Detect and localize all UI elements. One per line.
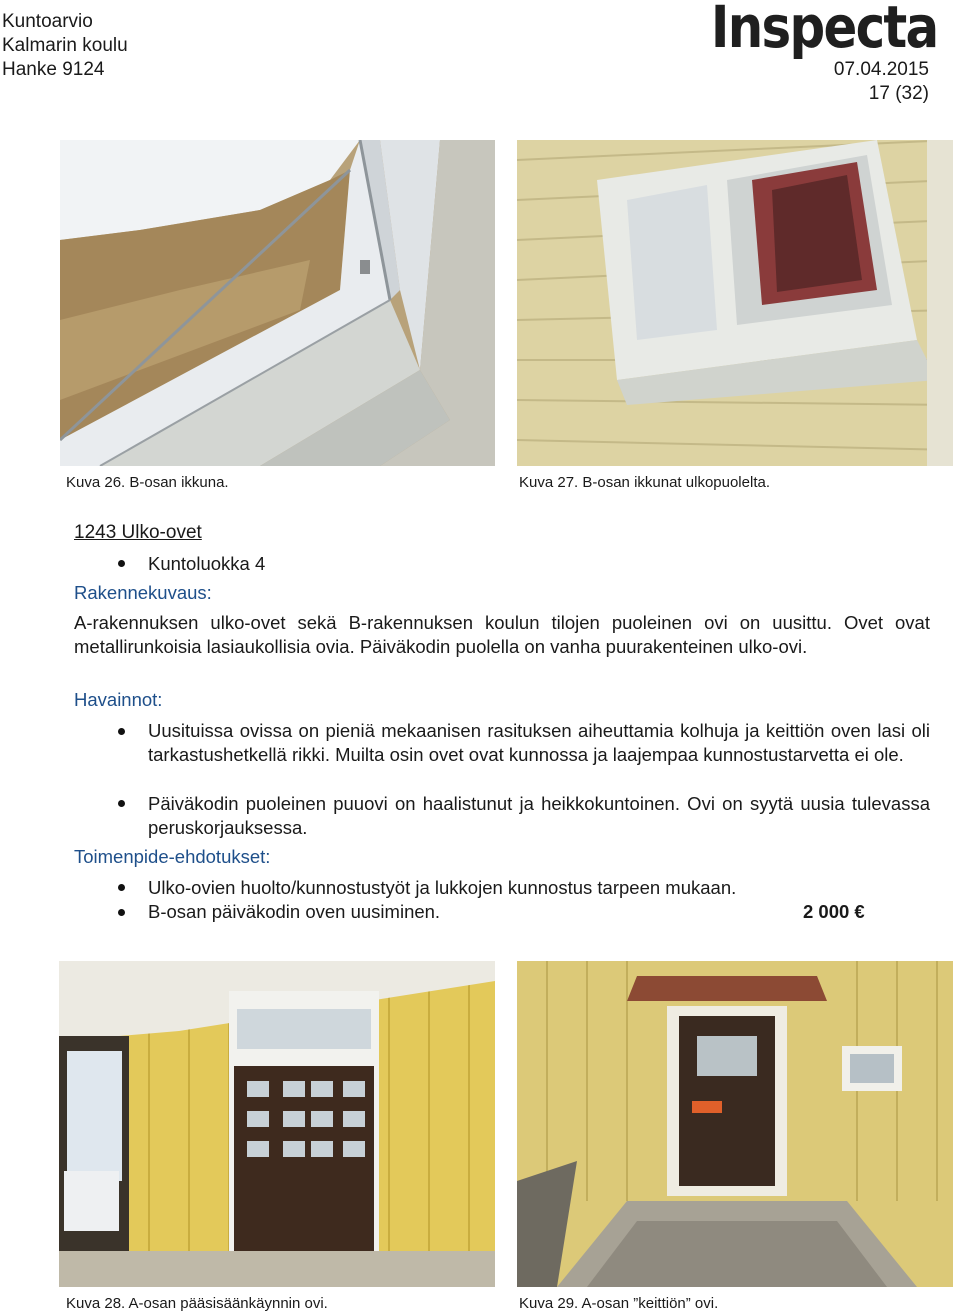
bullet-icon	[118, 909, 125, 916]
caption-fig29: Kuva 29. A-osan ”keittiön” ovi.	[519, 1295, 719, 1312]
caption-fig28: Kuva 28. A-osan pääsisäänkäynnin ovi.	[66, 1295, 328, 1312]
document-title: Kuntoarvio	[2, 11, 93, 32]
logo-text: Inspecta	[710, 0, 938, 61]
section-title: 1243 Ulko-ovet	[74, 522, 202, 543]
bullet-icon	[118, 560, 125, 567]
photo-kitchen-door	[517, 961, 953, 1287]
action-cost: 2 000 €	[803, 901, 865, 922]
company-logo	[674, 0, 938, 61]
description-text: A-rakennuksen ulko-ovet sekä B-rakennuksen koulun tilojen puoleinen ovi on uusittu. Ovet ovat metallirunkoisia lasiaukollisia ovia. Päiväkodin puolella on vanha puurakenteinen ulko-ovi.	[74, 612, 930, 657]
photo-windows-outside	[517, 140, 953, 466]
description-heading: Rakennekuvaus:	[74, 582, 212, 603]
building-name: Kalmarin koulu	[2, 35, 128, 56]
photo-main-entrance-door	[59, 961, 495, 1287]
project-number: Hanke 9124	[2, 59, 105, 80]
action-item-2: B-osan päiväkodin oven uusiminen.	[148, 901, 441, 922]
bullet-icon	[118, 884, 125, 891]
caption-fig27: Kuva 27. B-osan ikkunat ulkopuolelta.	[519, 474, 770, 491]
photo-window-inside	[60, 140, 495, 466]
action-item-1: Ulko-ovien huolto/kunnostustyöt ja lukkojen kunnostus tarpeen mukaan.	[148, 877, 737, 898]
observations-heading: Havainnot:	[74, 689, 163, 710]
actions-heading: Toimenpide-ehdotukset:	[74, 846, 271, 867]
observation-item-2: Päiväkodin puoleinen puuovi on haalistunut ja heikkokuntoinen. Ovi on syytä uusia tulevassa peruskorjauksessa.	[148, 793, 930, 838]
condition-class: Kuntoluokka 4	[148, 553, 266, 574]
caption-fig26: Kuva 26. B-osan ikkuna.	[66, 474, 229, 491]
page-number: 17 (32)	[868, 83, 929, 104]
bullet-icon	[118, 728, 125, 735]
bullet-icon	[118, 800, 125, 807]
observation-item-1: Uusituissa ovissa on pieniä mekaanisen rasituksen aiheuttamia kolhuja ja keittiön oven lasi oli tarkastushetkellä rikki. Muilta osin ovet ovat kunnossa ja laajempaa kunnostustarvetta ei ole.	[148, 720, 930, 765]
report-date: 07.04.2015	[833, 59, 929, 80]
